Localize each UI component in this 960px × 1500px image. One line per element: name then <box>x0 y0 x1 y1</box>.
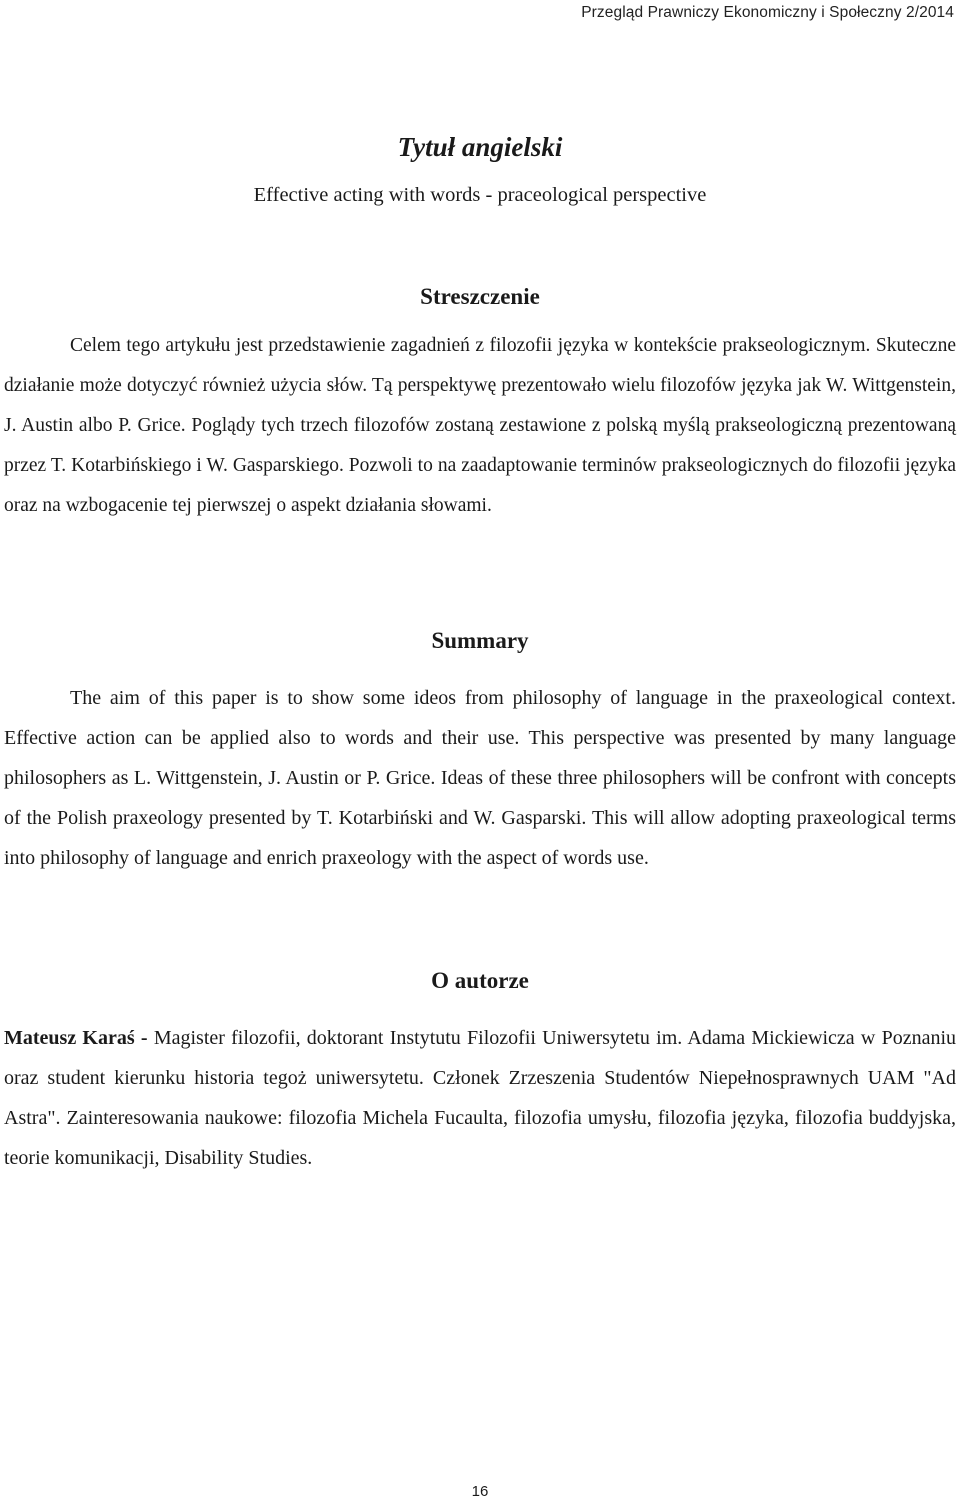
english-title-heading: Tytuł angielski <box>397 132 563 162</box>
streszczenie-paragraph <box>4 326 956 526</box>
streszczenie-text: Celem tego artykułu jest przedstawienie zagadnień z filozofii języka w kontekście prakseologicznym. Skuteczne działanie może dotyczyć również użycia słów. Tą perspektywę prezentowało wielu filozofów języka jak W. Wittgenstein, J. Austin albo P. Grice. Poglądy tych trzech filozofów zostaną zestawione z polską myślą prakseologiczną prezentowaną przez T. Kotarbińskiego i W. Gasparskiego. Pozwoli to na zaadaptowanie terminów prakseologicznych do filozofii języka oraz na wzbogacenie tej pierwszej o aspekt działania słowami. <box>4 335 956 516</box>
summary-paragraph <box>4 678 956 878</box>
author-heading: O autorze <box>431 968 529 993</box>
author-name: Mateusz Karaś - <box>4 1027 148 1049</box>
english-title-text: Effective acting with words - praceological perspective <box>253 184 707 206</box>
summary-heading: Summary <box>431 628 529 653</box>
journal-header: Przegląd Prawniczy Ekonomiczny i Społeczny 2/2014 <box>581 4 954 21</box>
page-number: 16 <box>471 1483 489 1500</box>
author-paragraph <box>4 1018 956 1178</box>
streszczenie-heading: Streszczenie <box>420 284 540 309</box>
author-bio: Magister filozofii, doktorant Instytutu Filozofii Uniwersytetu im. Adama Mickiewicza w Poznaniu oraz student kierunku historia tegoż uniwersytetu. Członek Zrzeszenia Studentów Niepełnosprawnych UAM "Ad Astra". Zainteresowania naukowe: filozofia Michela Fucaulta, filozofia umysłu, filozofia języka, filozofia buddyjska, teorie komunikacji, Disability Studies. <box>4 1027 957 1169</box>
summary-text: The aim of this paper is to show some ideos from philosophy of language in the praxeological context. Effective action can be applied also to words and their use. This perspective was presented by many language philosophers as L. Wittgenstein, J. Austin or P. Grice. Ideas of these three philosophers will be confront with concepts of the Polish praxeology presented by T. Kotarbiński and W. Gasparski. This will allow adopting praxeological terms into philosophy of language and enrich praxeology with the aspect of words use. <box>4 687 956 869</box>
